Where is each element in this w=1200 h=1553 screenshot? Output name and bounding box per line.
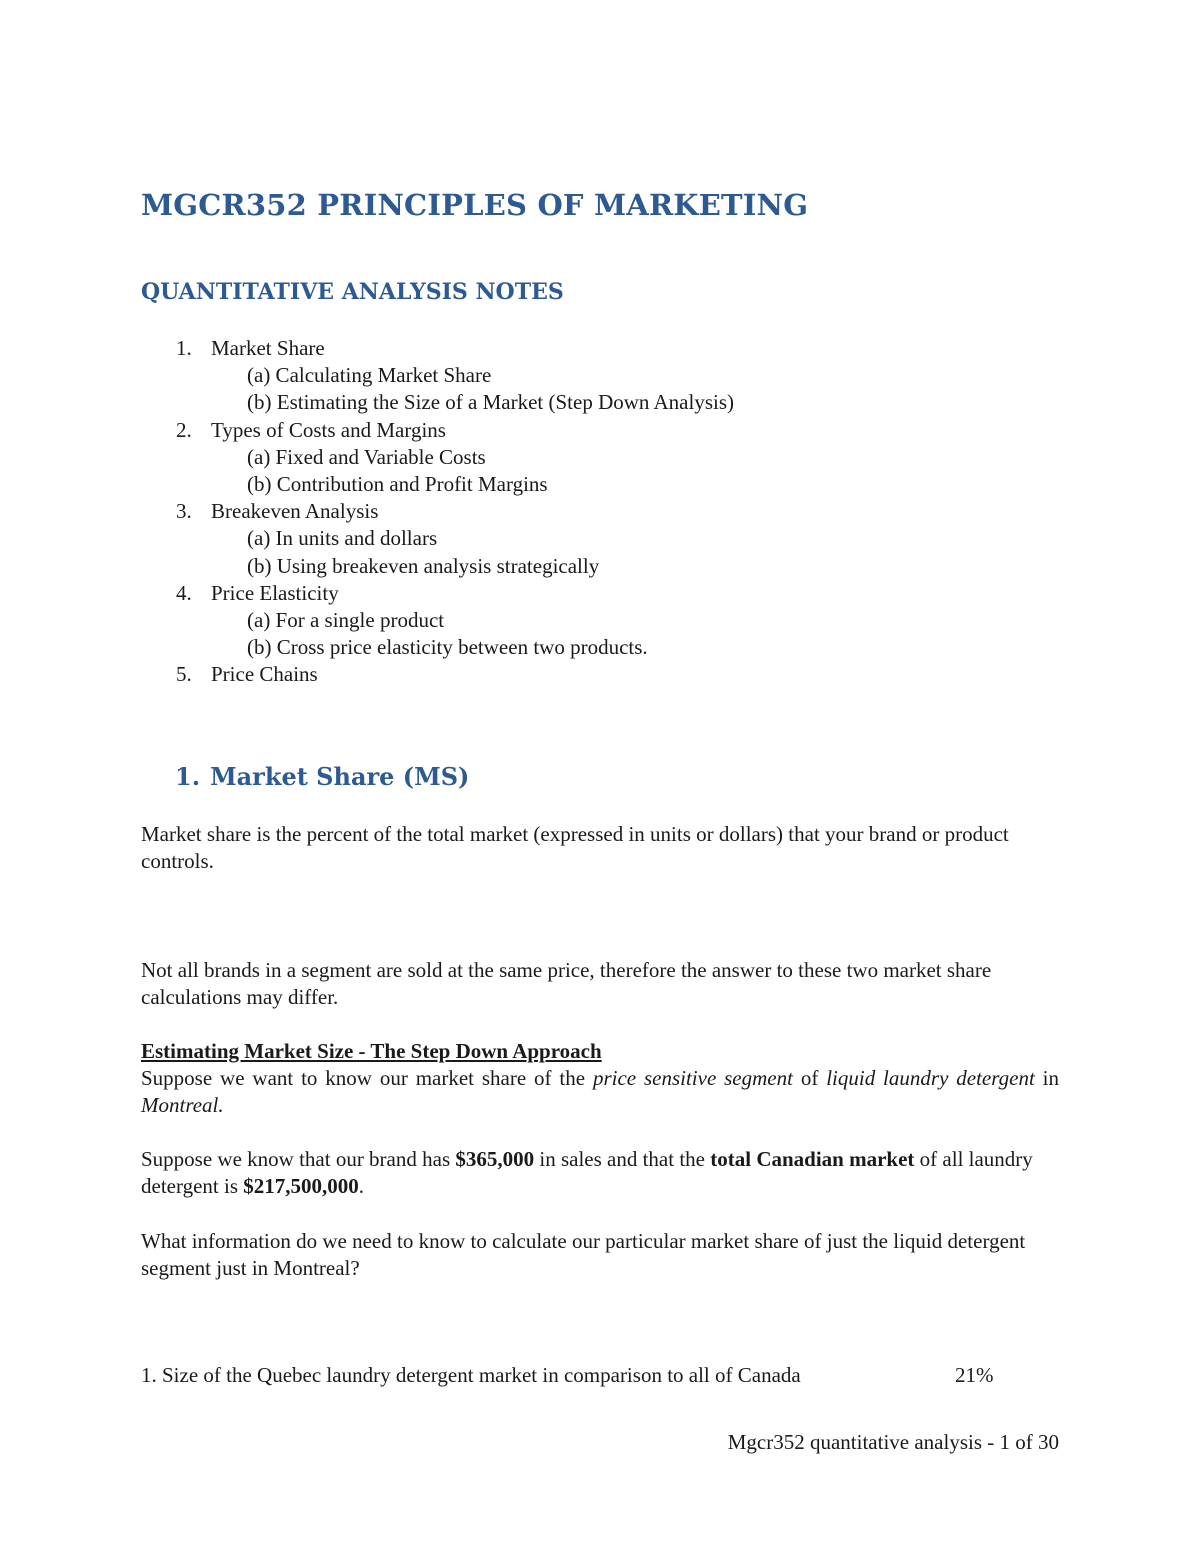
question-paragraph: What information do we need to know to calculate our particular market share of just the liquid detergent segment just in Montreal?	[141, 1229, 1026, 1280]
step-label: 1. Size of the Quebec laundry detergent market in comparison to all of Canada	[141, 1363, 801, 1387]
suppose-paragraph-2: Suppose we know that our brand has $365,000 in sales and that the total Canadian market of all laundry detergent is $217,500,000.	[141, 1147, 1033, 1198]
section-heading-market-share: 1. Market Share (MS)	[175, 762, 470, 791]
suppose-paragraph-1: Suppose we want to know our market share of the price sensitive segment of liquid laundry detergent in Montreal.	[141, 1066, 1060, 1117]
document-page: MGCR352 PRINCIPLES OF MARKETING QUANTITATIVE ANALYSIS NOTES 1. Market Share (a) Calculating Market Share (b) Estimating the Size of a Market (Step Down Analysis) 2. Types of Costs and Margins (a) Fixed and Variable Costs (b) Contribution and Profit Margins 3. Breakeven Analysis (a) In units and dollars (b) Using breakeven analysis strategically 4. Price Elasticity (a) For a single product (b) Cross price elasticity between two products. 5. Price Chains 1. Market Share (MS) Market share is the percent of the total market (expressed in units or dollars) that your brand or product controls. Not all brands in a segment are sold at the same price, therefore the answer to these two market share calculations may differ. Estimating Market Size - The Step Down Approach Suppose we want to know our market share of the price sensitive segment of liquid laundry detergent in Montreal. Suppose we know that our brand has $365,000 in sales and that the total Canadian market of all laundry detergent is $217,500,000. What information do we need to know to calculate our particular market share of just the liquid detergent segment just in Montreal? 1. Size of the Quebec laundry detergent market in comparison to all of Canada 21% Mgcr352 quantitative analysis - 1 of 30	[141, 188, 1060, 1454]
document-subtitle: QUANTITATIVE ANALYSIS NOTES	[141, 279, 564, 305]
step-value: 21%	[955, 1363, 994, 1387]
market-share-note: Not all brands in a segment are sold at the same price, therefore the answer to these two market share calculations may differ.	[141, 958, 992, 1009]
document-title: MGCR352 PRINCIPLES OF MARKETING	[141, 188, 809, 222]
step-item	[141, 1362, 1059, 1389]
step-down-heading: Estimating Market Size - The Step Down Approach	[141, 1039, 602, 1063]
page-footer: Mgcr352 quantitative analysis - 1 of 30	[727, 1430, 1059, 1454]
market-share-definition: Market share is the percent of the total market (expressed in units or dollars) that your brand or product controls.	[141, 822, 1009, 873]
